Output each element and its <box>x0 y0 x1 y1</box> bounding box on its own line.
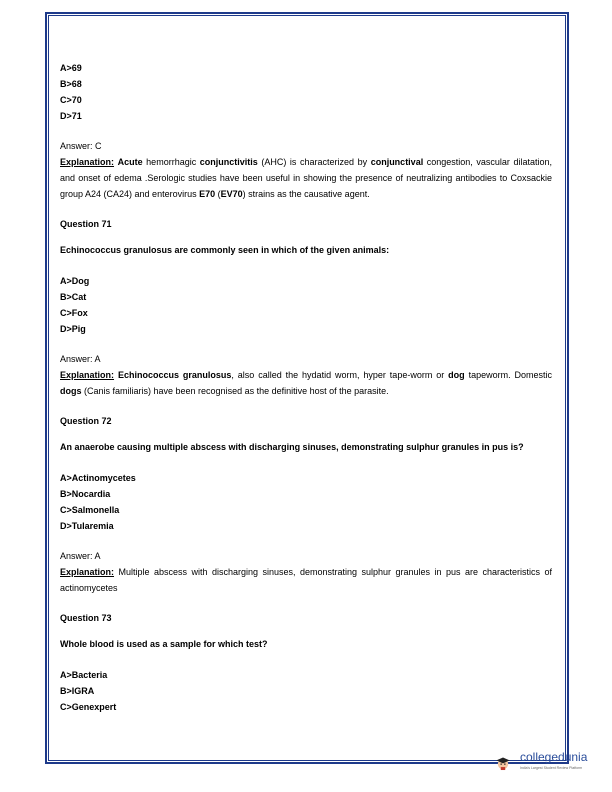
explanation-label: Explanation: <box>60 567 115 577</box>
explanation-fragment: tapeworm. Domestic <box>464 370 552 380</box>
q72-explanation <box>60 564 552 596</box>
explanation-fragment: Echinococcus granulosus <box>117 370 232 380</box>
explanation-fragment: (AHC) is characterized by <box>257 157 371 167</box>
explanation-fragment: Acute <box>117 157 143 167</box>
q71-question: Echinococcus granulosus are commonly seen in which of the given animals: <box>60 245 390 255</box>
q72-title: Question 72 <box>60 416 112 426</box>
prev-options <box>60 60 552 124</box>
q71-options <box>60 273 552 337</box>
graduate-mascot-icon <box>486 746 520 780</box>
explanation-fragment: ) strains as the causative agent. <box>242 189 370 199</box>
q71-explanation <box>60 367 552 399</box>
explanation-fragment: (Canis familiaris) have been recognised as the definitive host of the parasite. <box>81 386 389 396</box>
explanation-fragment: , also called the hydatid worm, hyper tape-worm or <box>231 370 449 380</box>
option-c: C>Salmonella <box>60 505 120 515</box>
option-d: D>71 <box>60 111 82 121</box>
explanation-fragment: dogs <box>60 386 82 396</box>
explanation-fragment: ( <box>215 189 221 199</box>
explanation-fragment: E70 <box>199 189 216 199</box>
logo-tagline: India's Largest Student Review Platform <box>520 766 583 770</box>
option-b: B>Cat <box>60 292 87 302</box>
explanation-fragment: congestion, vascular dilatation, and onset of edema .Serologic studies have been useful in showing the presence of neutralizing antibodies to Coxsackie group A24 (CA24) and enterovirus <box>60 157 552 199</box>
q71-title: Question 71 <box>60 219 112 229</box>
explanation-label: Explanation: <box>60 157 115 167</box>
q73-question: Whole blood is used as a sample for which test? <box>60 639 268 649</box>
q72-options <box>60 470 552 534</box>
q72-question: An anaerobe causing multiple abscess with discharging sinuses, demonstrating sulphur granules in pus is? <box>60 442 524 452</box>
option-c: C>Fox <box>60 308 88 318</box>
logo-wordmark: collegedunia <box>520 750 588 764</box>
q70-answer: Answer: C <box>60 141 102 151</box>
option-d: D>Tularemia <box>60 521 114 531</box>
q72-explanation-body: Multiple abscess with discharging sinuses, demonstrating sulphur granules in pus are characteristics of actinomycetes <box>60 567 552 593</box>
option-c: C>70 <box>60 95 82 105</box>
option-b: B>Nocardia <box>60 489 111 499</box>
q71-explanation-body <box>60 370 552 396</box>
q73-options <box>60 667 552 715</box>
option-a: A>69 <box>60 63 82 73</box>
option-a: A>Bacteria <box>60 670 108 680</box>
explanation-fragment: conjunctival <box>370 157 424 167</box>
option-a: A>Dog <box>60 276 90 286</box>
explanation-fragment: conjunctivitis <box>199 157 258 167</box>
explanation-fragment: EV70 <box>220 189 243 199</box>
q72-answer: Answer: A <box>60 551 101 561</box>
explanation-fragment: dog <box>448 370 465 380</box>
q70-explanation <box>60 154 552 202</box>
option-b: B>IGRA <box>60 686 95 696</box>
option-b: B>68 <box>60 79 82 89</box>
option-c: C>Genexpert <box>60 702 117 712</box>
option-d: D>Pig <box>60 324 86 334</box>
q71-answer: Answer: A <box>60 354 101 364</box>
explanation-fragment: hemorrhagic <box>142 157 200 167</box>
q73-title: Question 73 <box>60 613 112 623</box>
q70-explanation-body <box>60 157 552 199</box>
explanation-label: Explanation: <box>60 370 115 380</box>
document-content <box>60 60 552 715</box>
option-a: A>Actinomycetes <box>60 473 136 483</box>
